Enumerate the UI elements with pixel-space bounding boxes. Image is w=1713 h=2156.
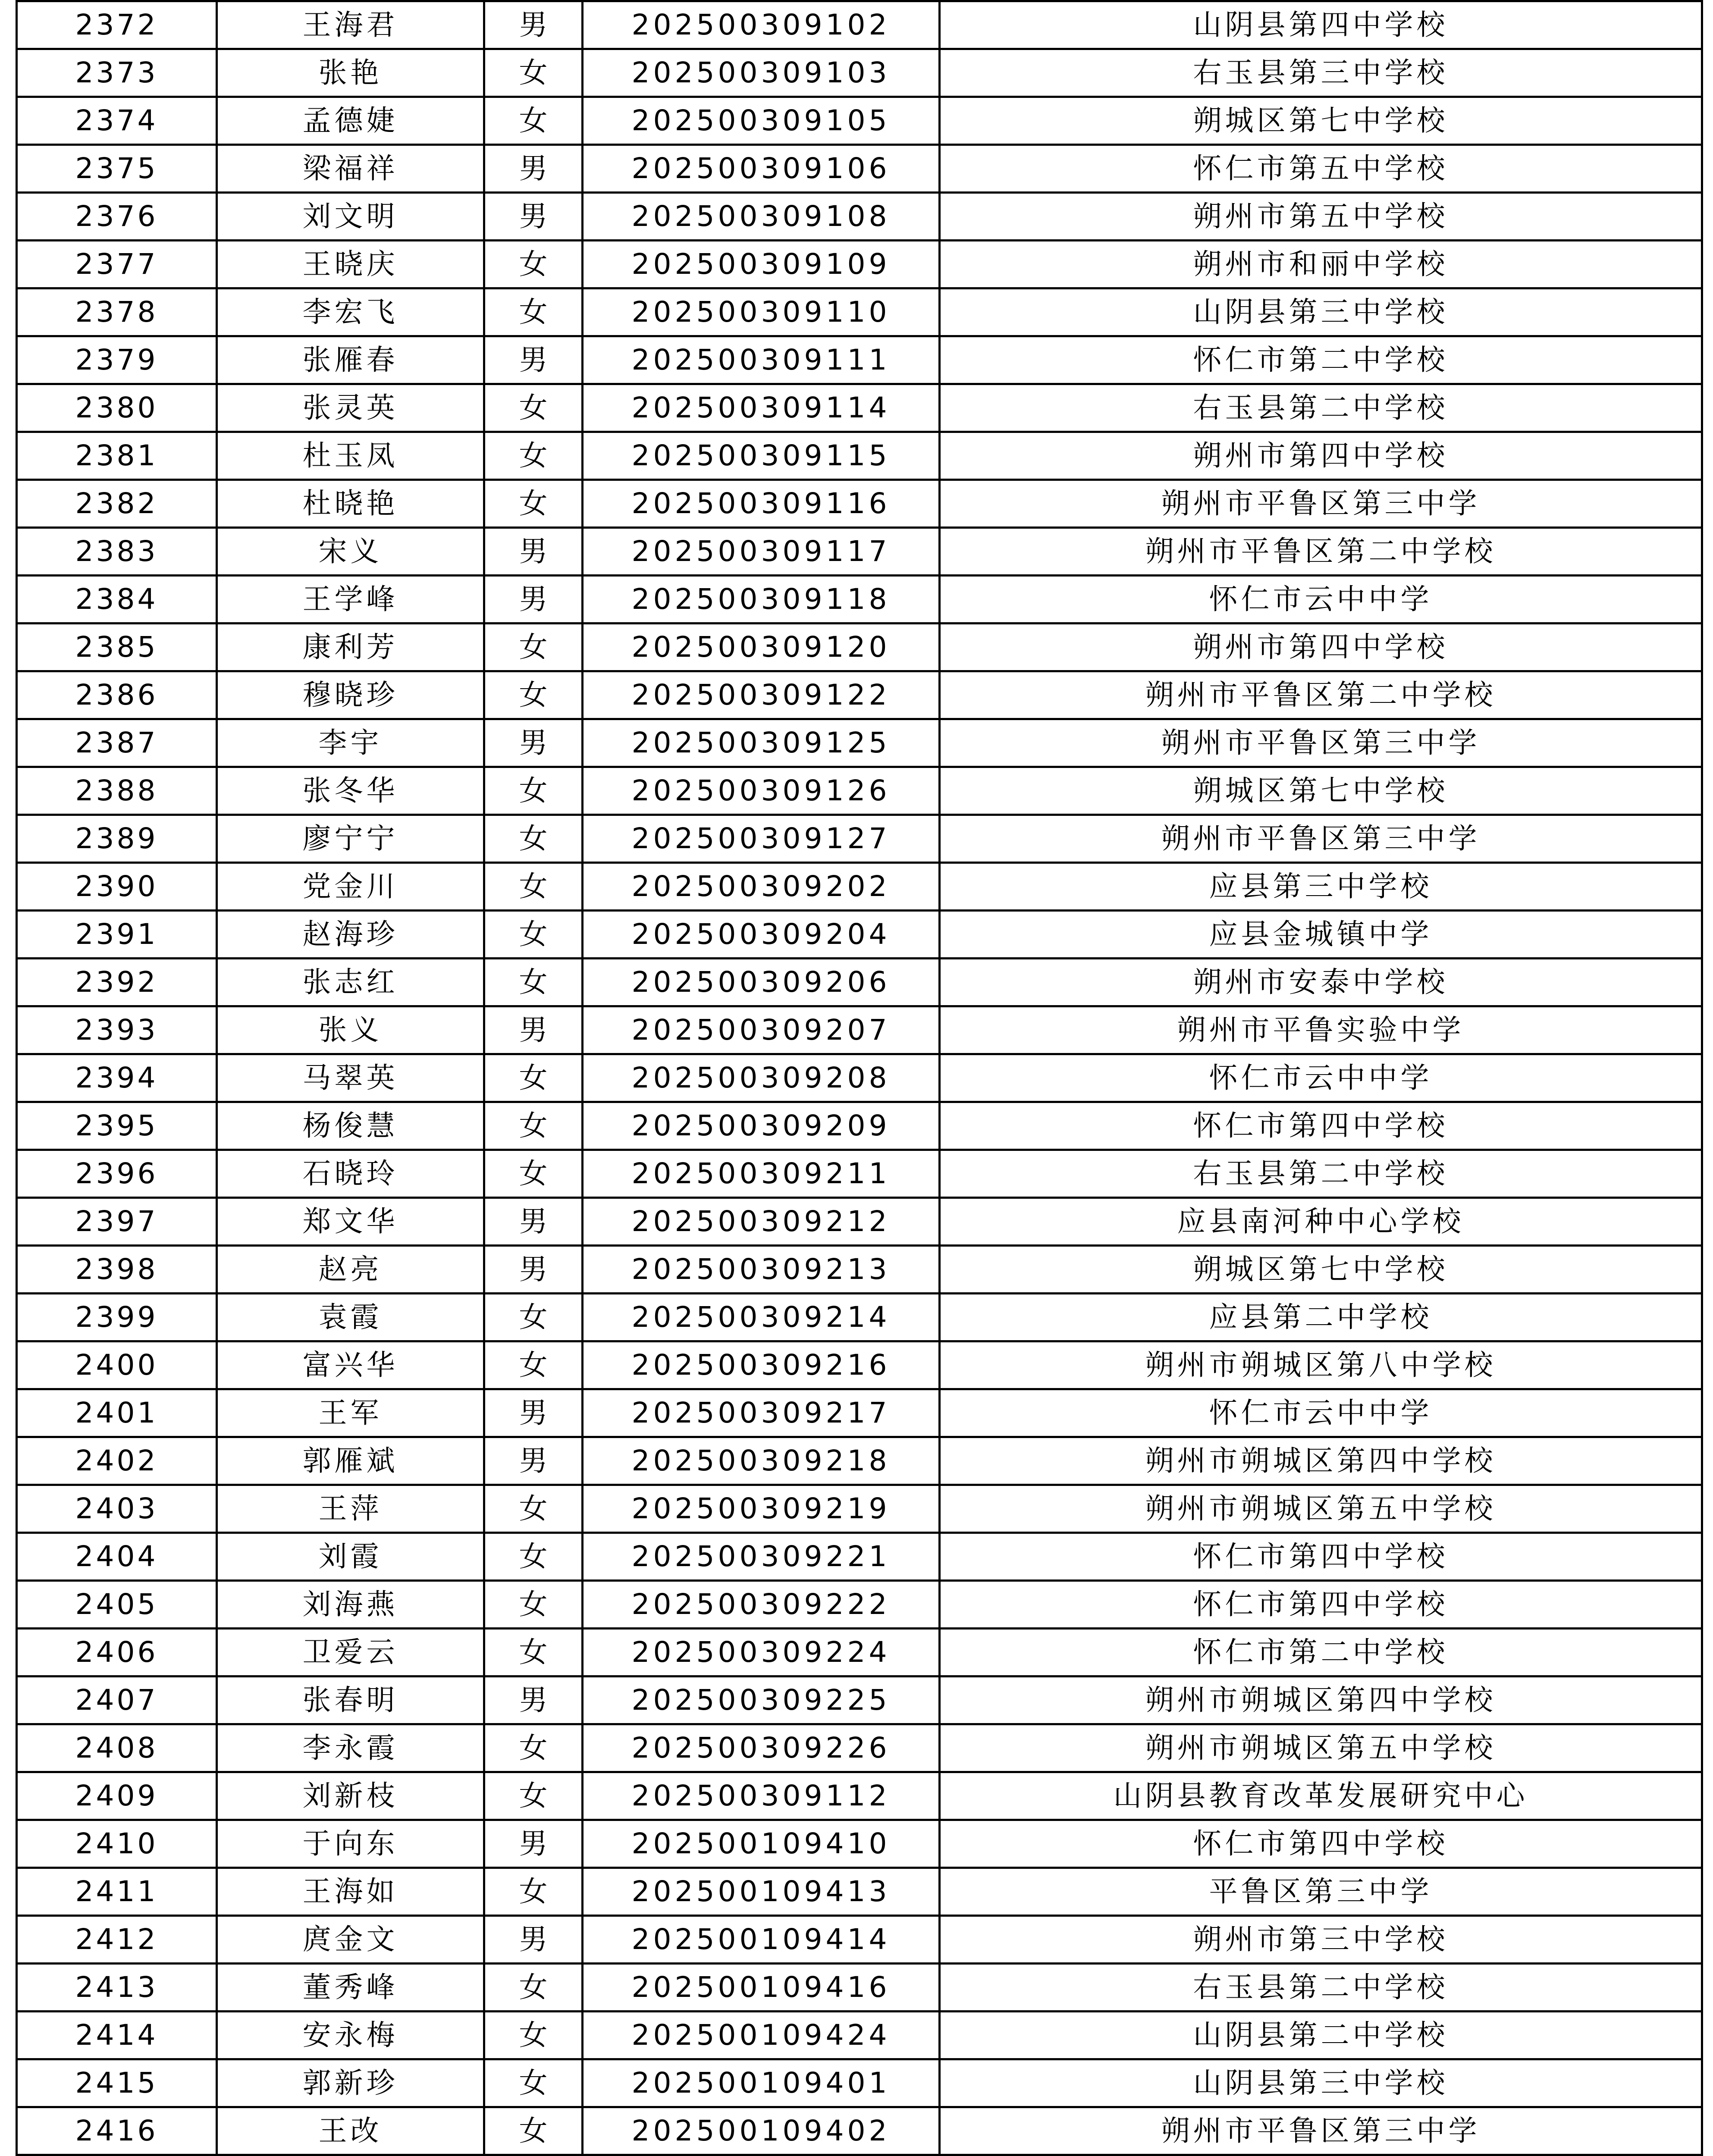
school-cell: 怀仁市云中中学 (940, 576, 1702, 624)
registration-number-cell: 202500309116 (583, 480, 940, 528)
school-cell: 朔州市第四中学校 (940, 624, 1702, 671)
school-cell: 朔州市平鲁实验中学 (940, 1006, 1702, 1054)
registration-number-cell: 202500309111 (583, 336, 940, 384)
table-row (17, 1629, 1702, 1677)
registration-number-cell: 202500109424 (583, 2012, 940, 2059)
serial-number-cell: 2409 (17, 1772, 217, 1820)
gender-cell: 女 (484, 1150, 583, 1198)
serial-number-cell: 2391 (17, 911, 217, 959)
serial-number-cell: 2383 (17, 528, 217, 576)
gender-cell: 男 (484, 145, 583, 193)
serial-number-cell: 2412 (17, 1916, 217, 1964)
school-cell: 朔州市和丽中学校 (940, 241, 1702, 288)
school-cell: 右玉县第二中学校 (940, 1150, 1702, 1198)
name-cell: 廖宁宁 (217, 815, 484, 863)
school-cell: 怀仁市第二中学校 (940, 336, 1702, 384)
serial-number-cell: 2397 (17, 1198, 217, 1246)
school-cell: 朔州市朔城区第四中学校 (940, 1437, 1702, 1485)
gender-cell: 男 (484, 1677, 583, 1724)
name-cell: 王晓庆 (217, 241, 484, 288)
registration-number-cell: 202500309108 (583, 193, 940, 241)
table-row (17, 1533, 1702, 1581)
name-cell: 李宇 (217, 719, 484, 767)
school-cell: 朔城区第七中学校 (940, 767, 1702, 815)
name-cell: 王海如 (217, 1868, 484, 1916)
gender-cell: 女 (484, 2012, 583, 2059)
name-cell: 张灵英 (217, 384, 484, 432)
school-cell: 右玉县第二中学校 (940, 384, 1702, 432)
name-cell: 宋义 (217, 528, 484, 576)
table-row (17, 336, 1702, 384)
gender-cell: 女 (484, 97, 583, 145)
name-cell: 李永霞 (217, 1724, 484, 1772)
school-cell: 朔州市朔城区第五中学校 (940, 1724, 1702, 1772)
serial-number-cell: 2387 (17, 719, 217, 767)
name-cell: 刘海燕 (217, 1581, 484, 1629)
registration-number-cell: 202500309115 (583, 432, 940, 480)
gender-cell: 女 (484, 1533, 583, 1581)
school-cell: 怀仁市第二中学校 (940, 1629, 1702, 1677)
gender-cell: 女 (484, 480, 583, 528)
registration-number-cell: 202500309224 (583, 1629, 940, 1677)
table-row (17, 1485, 1702, 1533)
serial-number-cell: 2372 (17, 1, 217, 49)
registration-number-cell: 202500309211 (583, 1150, 940, 1198)
serial-number-cell: 2410 (17, 1820, 217, 1868)
table-row (17, 671, 1702, 719)
name-cell: 梁福祥 (217, 145, 484, 193)
gender-cell: 男 (484, 719, 583, 767)
registration-number-cell: 202500109414 (583, 1916, 940, 1964)
registration-number-cell: 202500309127 (583, 815, 940, 863)
name-cell: 王改 (217, 2107, 484, 2155)
table-row (17, 1820, 1702, 1868)
name-cell: 穆晓珍 (217, 671, 484, 719)
school-cell: 朔州市第五中学校 (940, 193, 1702, 241)
gender-cell: 女 (484, 1054, 583, 1102)
table-row (17, 1341, 1702, 1389)
name-cell: 赵亮 (217, 1246, 484, 1294)
gender-cell: 女 (484, 1102, 583, 1150)
serial-number-cell: 2376 (17, 193, 217, 241)
gender-cell: 女 (484, 671, 583, 719)
school-cell: 应县第二中学校 (940, 1294, 1702, 1341)
gender-cell: 女 (484, 241, 583, 288)
school-cell: 朔州市平鲁区第三中学 (940, 480, 1702, 528)
table-row (17, 2107, 1702, 2155)
serial-number-cell: 2373 (17, 49, 217, 97)
name-cell: 王学峰 (217, 576, 484, 624)
gender-cell: 女 (484, 1868, 583, 1916)
gender-cell: 男 (484, 336, 583, 384)
table-row (17, 480, 1702, 528)
gender-cell: 女 (484, 1724, 583, 1772)
school-cell: 应县金城镇中学 (940, 911, 1702, 959)
serial-number-cell: 2390 (17, 863, 217, 911)
table-row (17, 1772, 1702, 1820)
registration-number-cell: 202500309105 (583, 97, 940, 145)
gender-cell: 女 (484, 863, 583, 911)
gender-cell: 女 (484, 1964, 583, 2012)
gender-cell: 女 (484, 959, 583, 1006)
gender-cell: 女 (484, 1485, 583, 1533)
gender-cell: 女 (484, 1294, 583, 1341)
name-cell: 张志红 (217, 959, 484, 1006)
registration-number-cell: 202500309102 (583, 1, 940, 49)
registration-number-cell: 202500309225 (583, 1677, 940, 1724)
serial-number-cell: 2413 (17, 1964, 217, 2012)
registration-number-cell: 202500309222 (583, 1581, 940, 1629)
serial-number-cell: 2401 (17, 1389, 217, 1437)
table-row (17, 1916, 1702, 1964)
table-row (17, 2059, 1702, 2107)
serial-number-cell: 2398 (17, 1246, 217, 1294)
name-cell: 张艳 (217, 49, 484, 97)
gender-cell: 女 (484, 49, 583, 97)
school-cell: 朔州市安泰中学校 (940, 959, 1702, 1006)
registration-number-cell: 202500309110 (583, 288, 940, 336)
name-cell: 张义 (217, 1006, 484, 1054)
registration-number-cell: 202500309206 (583, 959, 940, 1006)
table-row (17, 1437, 1702, 1485)
school-cell: 朔州市平鲁区第二中学校 (940, 528, 1702, 576)
name-cell: 王萍 (217, 1485, 484, 1533)
table-row (17, 863, 1702, 911)
school-cell: 怀仁市云中中学 (940, 1054, 1702, 1102)
table-row (17, 576, 1702, 624)
name-cell: 安永梅 (217, 2012, 484, 2059)
table-row (17, 1246, 1702, 1294)
school-cell: 朔州市平鲁区第三中学 (940, 815, 1702, 863)
serial-number-cell: 2381 (17, 432, 217, 480)
table-row (17, 1006, 1702, 1054)
registration-number-cell: 202500309109 (583, 241, 940, 288)
registration-number-cell: 202500309103 (583, 49, 940, 97)
table-row (17, 1389, 1702, 1437)
table-row (17, 1581, 1702, 1629)
gender-cell: 女 (484, 624, 583, 671)
roster-table (16, 0, 1703, 2156)
gender-cell: 女 (484, 1629, 583, 1677)
school-cell: 朔州市第三中学校 (940, 1916, 1702, 1964)
school-cell: 山阴县教育改革发展研究中心 (940, 1772, 1702, 1820)
table-row (17, 911, 1702, 959)
table-row (17, 1868, 1702, 1916)
school-cell: 怀仁市第四中学校 (940, 1581, 1702, 1629)
table-row (17, 1150, 1702, 1198)
registration-number-cell: 202500309202 (583, 863, 940, 911)
serial-number-cell: 2396 (17, 1150, 217, 1198)
gender-cell: 女 (484, 2059, 583, 2107)
school-cell: 怀仁市云中中学 (940, 1389, 1702, 1437)
registration-number-cell: 202500109410 (583, 1820, 940, 1868)
gender-cell: 女 (484, 384, 583, 432)
gender-cell: 女 (484, 911, 583, 959)
serial-number-cell: 2378 (17, 288, 217, 336)
serial-number-cell: 2375 (17, 145, 217, 193)
name-cell: 袁霞 (217, 1294, 484, 1341)
table-row (17, 1102, 1702, 1150)
name-cell: 杨俊慧 (217, 1102, 484, 1150)
name-cell: 刘新枝 (217, 1772, 484, 1820)
serial-number-cell: 2405 (17, 1581, 217, 1629)
name-cell: 于向东 (217, 1820, 484, 1868)
table-row (17, 384, 1702, 432)
gender-cell: 男 (484, 528, 583, 576)
registration-number-cell: 202500309219 (583, 1485, 940, 1533)
table-row (17, 767, 1702, 815)
school-cell: 怀仁市第五中学校 (940, 145, 1702, 193)
name-cell: 刘文明 (217, 193, 484, 241)
registration-number-cell: 202500309209 (583, 1102, 940, 1150)
serial-number-cell: 2388 (17, 767, 217, 815)
gender-cell: 女 (484, 767, 583, 815)
serial-number-cell: 2377 (17, 241, 217, 288)
school-cell: 右玉县第三中学校 (940, 49, 1702, 97)
name-cell: 董秀峰 (217, 1964, 484, 2012)
registration-number-cell: 202500309126 (583, 767, 940, 815)
school-cell: 朔州市平鲁区第三中学 (940, 719, 1702, 767)
registration-number-cell: 202500309214 (583, 1294, 940, 1341)
school-cell: 山阴县第三中学校 (940, 2059, 1702, 2107)
serial-number-cell: 2407 (17, 1677, 217, 1724)
registration-number-cell: 202500309213 (583, 1246, 940, 1294)
roster-table-body (17, 1, 1702, 2156)
school-cell: 朔城区第七中学校 (940, 97, 1702, 145)
table-row (17, 1, 1702, 49)
gender-cell: 男 (484, 1916, 583, 1964)
serial-number-cell: 2403 (17, 1485, 217, 1533)
registration-number-cell: 202500309217 (583, 1389, 940, 1437)
serial-number-cell: 2408 (17, 1724, 217, 1772)
serial-number-cell: 2379 (17, 336, 217, 384)
serial-number-cell: 2386 (17, 671, 217, 719)
name-cell: 卫爱云 (217, 1629, 484, 1677)
table-row (17, 959, 1702, 1006)
school-cell: 山阴县第三中学校 (940, 288, 1702, 336)
name-cell: 石晓玲 (217, 1150, 484, 1198)
registration-number-cell: 202500309207 (583, 1006, 940, 1054)
serial-number-cell: 2382 (17, 480, 217, 528)
name-cell: 庹金文 (217, 1916, 484, 1964)
serial-number-cell: 2399 (17, 1294, 217, 1341)
name-cell: 杜玉凤 (217, 432, 484, 480)
registration-number-cell: 202500109416 (583, 1964, 940, 2012)
registration-number-cell: 202500309118 (583, 576, 940, 624)
registration-number-cell: 202500309218 (583, 1437, 940, 1485)
school-cell: 山阴县第二中学校 (940, 2012, 1702, 2059)
serial-number-cell: 2406 (17, 1629, 217, 1677)
gender-cell: 女 (484, 1581, 583, 1629)
name-cell: 杜晓艳 (217, 480, 484, 528)
serial-number-cell: 2395 (17, 1102, 217, 1150)
registration-number-cell: 202500309120 (583, 624, 940, 671)
table-row (17, 1054, 1702, 1102)
school-cell: 朔州市朔城区第四中学校 (940, 1677, 1702, 1724)
table-row (17, 1677, 1702, 1724)
serial-number-cell: 2384 (17, 576, 217, 624)
serial-number-cell: 2415 (17, 2059, 217, 2107)
gender-cell: 男 (484, 1, 583, 49)
serial-number-cell: 2404 (17, 1533, 217, 1581)
gender-cell: 女 (484, 815, 583, 863)
gender-cell: 女 (484, 432, 583, 480)
serial-number-cell: 2380 (17, 384, 217, 432)
name-cell: 孟德婕 (217, 97, 484, 145)
registration-number-cell: 202500109413 (583, 1868, 940, 1916)
gender-cell: 男 (484, 1246, 583, 1294)
school-cell: 平鲁区第三中学 (940, 1868, 1702, 1916)
name-cell: 郭雁斌 (217, 1437, 484, 1485)
gender-cell: 男 (484, 1389, 583, 1437)
registration-number-cell: 202500109402 (583, 2107, 940, 2155)
table-row (17, 49, 1702, 97)
serial-number-cell: 2414 (17, 2012, 217, 2059)
school-cell: 应县第三中学校 (940, 863, 1702, 911)
school-cell: 朔州市朔城区第五中学校 (940, 1485, 1702, 1533)
table-row (17, 145, 1702, 193)
name-cell: 王海君 (217, 1, 484, 49)
school-cell: 朔城区第七中学校 (940, 1246, 1702, 1294)
registration-number-cell: 202500309122 (583, 671, 940, 719)
name-cell: 王军 (217, 1389, 484, 1437)
registration-number-cell: 202500309212 (583, 1198, 940, 1246)
table-row (17, 432, 1702, 480)
table-row (17, 1724, 1702, 1772)
registration-number-cell: 202500309125 (583, 719, 940, 767)
registration-number-cell: 202500309112 (583, 1772, 940, 1820)
name-cell: 张冬华 (217, 767, 484, 815)
name-cell: 刘霞 (217, 1533, 484, 1581)
serial-number-cell: 2389 (17, 815, 217, 863)
school-cell: 朔州市平鲁区第三中学 (940, 2107, 1702, 2155)
registration-number-cell: 202500109401 (583, 2059, 940, 2107)
name-cell: 李宏飞 (217, 288, 484, 336)
name-cell: 党金川 (217, 863, 484, 911)
table-row (17, 241, 1702, 288)
serial-number-cell: 2394 (17, 1054, 217, 1102)
serial-number-cell: 2400 (17, 1341, 217, 1389)
registration-number-cell: 202500309117 (583, 528, 940, 576)
name-cell: 张春明 (217, 1677, 484, 1724)
registration-number-cell: 202500309106 (583, 145, 940, 193)
school-cell: 怀仁市第四中学校 (940, 1102, 1702, 1150)
gender-cell: 男 (484, 1006, 583, 1054)
gender-cell: 男 (484, 193, 583, 241)
gender-cell: 女 (484, 288, 583, 336)
school-cell: 朔州市平鲁区第二中学校 (940, 671, 1702, 719)
serial-number-cell: 2374 (17, 97, 217, 145)
table-row (17, 1294, 1702, 1341)
name-cell: 马翠英 (217, 1054, 484, 1102)
registration-number-cell: 202500309204 (583, 911, 940, 959)
registration-number-cell: 202500309226 (583, 1724, 940, 1772)
name-cell: 郑文华 (217, 1198, 484, 1246)
serial-number-cell: 2385 (17, 624, 217, 671)
table-row (17, 624, 1702, 671)
name-cell: 康利芳 (217, 624, 484, 671)
gender-cell: 女 (484, 2107, 583, 2155)
school-cell: 朔州市第四中学校 (940, 432, 1702, 480)
registration-number-cell: 202500309221 (583, 1533, 940, 1581)
table-row (17, 528, 1702, 576)
school-cell: 朔州市朔城区第八中学校 (940, 1341, 1702, 1389)
school-cell: 右玉县第二中学校 (940, 1964, 1702, 2012)
table-row (17, 1964, 1702, 2012)
table-row (17, 1198, 1702, 1246)
name-cell: 赵海珍 (217, 911, 484, 959)
school-cell: 应县南河种中心学校 (940, 1198, 1702, 1246)
serial-number-cell: 2393 (17, 1006, 217, 1054)
gender-cell: 女 (484, 1341, 583, 1389)
serial-number-cell: 2411 (17, 1868, 217, 1916)
school-cell: 怀仁市第四中学校 (940, 1533, 1702, 1581)
table-row (17, 2012, 1702, 2059)
table-row (17, 719, 1702, 767)
registration-number-cell: 202500309114 (583, 384, 940, 432)
table-row (17, 97, 1702, 145)
registration-number-cell: 202500309216 (583, 1341, 940, 1389)
registration-number-cell: 202500309208 (583, 1054, 940, 1102)
serial-number-cell: 2402 (17, 1437, 217, 1485)
school-cell: 山阴县第四中学校 (940, 1, 1702, 49)
school-cell: 怀仁市第四中学校 (940, 1820, 1702, 1868)
name-cell: 张雁春 (217, 336, 484, 384)
table-row (17, 193, 1702, 241)
serial-number-cell: 2416 (17, 2107, 217, 2155)
gender-cell: 女 (484, 1772, 583, 1820)
name-cell: 郭新珍 (217, 2059, 484, 2107)
gender-cell: 男 (484, 1820, 583, 1868)
gender-cell: 男 (484, 1198, 583, 1246)
serial-number-cell: 2392 (17, 959, 217, 1006)
table-row (17, 815, 1702, 863)
table-row (17, 288, 1702, 336)
gender-cell: 男 (484, 1437, 583, 1485)
name-cell: 富兴华 (217, 1341, 484, 1389)
gender-cell: 男 (484, 576, 583, 624)
